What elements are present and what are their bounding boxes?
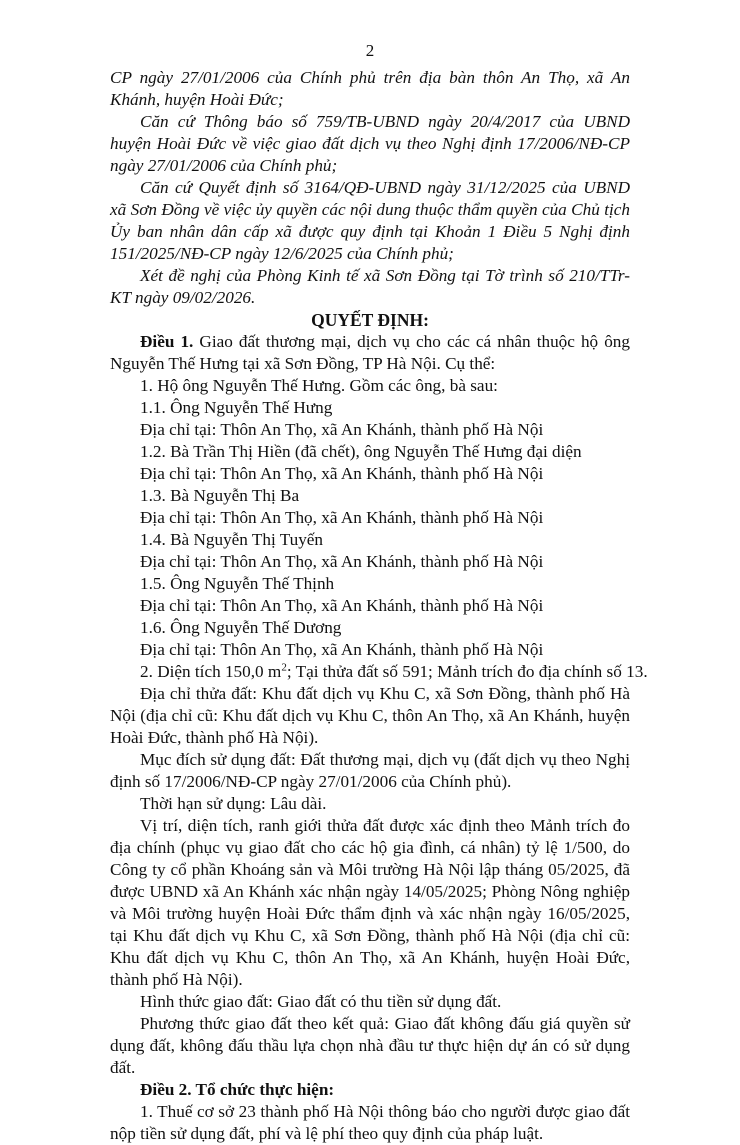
member-address: Địa chỉ tại: Thôn An Thọ, xã An Khánh, thành phố Hà Nội — [140, 508, 544, 527]
preamble-notice-759: Căn cứ Thông báo số 759/TB-UBND ngày 20/4/2017 của UBND huyện Hoài Đức về việc giao đất dịch vụ theo Nghị định 17/2006/NĐ-CP ngày 27/01/2006 của Chính phủ; — [110, 112, 630, 175]
decision-title: QUYẾT ĐỊNH: — [311, 310, 429, 330]
member-name: 1.6. Ông Nguyễn Thế Dương — [140, 618, 342, 637]
article-1 — [110, 331, 630, 375]
land-location: Vị trí, diện tích, ranh giới thửa đất được xác định theo Mảnh trích đo địa chính (phục vụ giao đất cho các hộ gia đình, cá nhân) tỷ lệ 1/500, do Công ty cổ phần Khoáng sản và Môi trường Hà Nội lập tháng 05/2025, đã được UBND xã An Khánh xác nhận ngày 14/05/2025; Phòng Nông nghiệp và Môi trường huyện Hoài Đức thẩm định và xác nhận ngày 16/05/2025, tại Khu đất dịch vụ Khu C, xã Sơn Đồng, thành phố Hà Nội (địa chỉ cũ: Khu đất dịch vụ Khu C, thôn An Thọ, xã An Khánh, huyện Hoài Đức, thành phố Hà Nội). — [110, 816, 630, 989]
preamble-proposal: Xét đề nghị của Phòng Kinh tế xã Sơn Đồng tại Tờ trình số 210/TTr-KT ngày 09/02/2026. — [110, 266, 630, 307]
land-parcel-text: ; Tại thửa đất số 591; Mảnh trích đo địa chính số 13. — [286, 662, 648, 681]
preamble-decision-3164: Căn cứ Quyết định số 3164/QĐ-UBND ngày 31/12/2025 của UBND xã Sơn Đồng về việc ủy quyền các nội dung thuộc thẩm quyền của Chủ tịch Ủy ban nhân dân cấp xã được quy định tại Khoản 1 Điều 5 Nghị định 151/2025/NĐ-CP ngày 12/6/2025 của Chính phủ; — [110, 178, 630, 263]
member-address: Địa chỉ tại: Thôn An Thọ, xã An Khánh, thành phố Hà Nội — [140, 420, 544, 439]
household-title: 1. Hộ ông Nguyễn Thế Hưng. Gồm các ông, bà sau: — [140, 376, 498, 395]
article-2 — [110, 1079, 630, 1101]
member-address: Địa chỉ tại: Thôn An Thọ, xã An Khánh, thành phố Hà Nội — [140, 552, 544, 571]
land-address: Địa chỉ thửa đất: Khu đất dịch vụ Khu C, xã Sơn Đồng, thành phố Hà Nội (địa chỉ cũ: Khu đất dịch vụ Khu C, thôn An Thọ, xã An Khánh, huyện Hoài Đức, thành phố Hà Nội). — [110, 684, 630, 747]
land-area-text: 2. Diện tích 150,0 m — [140, 662, 282, 681]
land-purpose: Mục đích sử dụng đất: Đất thương mại, dịch vụ (đất dịch vụ theo Nghị định số 17/2006/NĐ-CP ngày 27/01/2006 của Chính phủ). — [110, 750, 630, 791]
article-1-text: Giao đất thương mại, dịch vụ cho các cá nhân thuộc hộ ông Nguyễn Thế Hưng tại xã Sơn Đồng, TP Hà Nội. Cụ thể: — [110, 332, 630, 373]
land-area — [110, 661, 648, 683]
preamble-continuation: CP ngày 27/01/2006 của Chính phủ trên địa bàn thôn An Thọ, xã An Khánh, huyện Hoài Đức; — [110, 68, 630, 109]
member-name: 1.1. Ông Nguyễn Thế Hưng — [140, 398, 333, 417]
member-name: 1.5. Ông Nguyễn Thế Thịnh — [140, 574, 335, 593]
allocation-method: Phương thức giao đất theo kết quả: Giao đất không đấu giá quyền sử dụng đất, không đấu thầu lựa chọn nhà đầu tư thực hiện dự án có sử dụng đất. — [110, 1014, 630, 1077]
member-address: Địa chỉ tại: Thôn An Thọ, xã An Khánh, thành phố Hà Nội — [140, 596, 544, 615]
page-number: 2 — [365, 41, 375, 60]
member-address: Địa chỉ tại: Thôn An Thọ, xã An Khánh, thành phố Hà Nội — [140, 464, 544, 483]
member-name: 1.2. Bà Trần Thị Hiền (đã chết), ông Nguyễn Thế Hưng đại diện — [140, 442, 582, 461]
article-2-heading: Điều 2. Tổ chức thực hiện: — [140, 1080, 335, 1099]
article-1-heading: Điều 1. — [140, 332, 194, 351]
allocation-form: Hình thức giao đất: Giao đất có thu tiền sử dụng đất. — [140, 992, 502, 1011]
area-unit-superscript: 2 — [281, 661, 287, 674]
member-name: 1.4. Bà Nguyễn Thị Tuyến — [140, 530, 324, 549]
member-address: Địa chỉ tại: Thôn An Thọ, xã An Khánh, thành phố Hà Nội — [140, 640, 544, 659]
article-2-item-1: 1. Thuế cơ sở 23 thành phố Hà Nội thông báo cho người được giao đất nộp tiền sử dụng đất, phí và lệ phí theo quy định của pháp luật. — [110, 1102, 630, 1143]
member-name: 1.3. Bà Nguyễn Thị Ba — [140, 486, 300, 505]
land-term: Thời hạn sử dụng: Lâu dài. — [140, 794, 327, 813]
